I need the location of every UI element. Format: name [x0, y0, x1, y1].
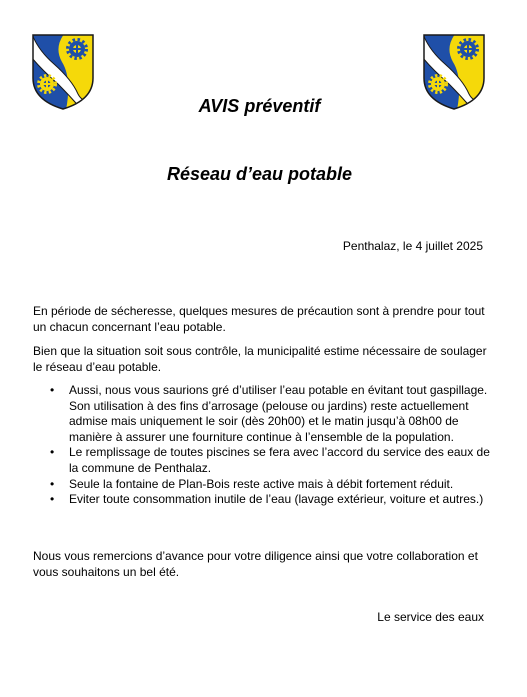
list-item-text: Le remplissage de toutes piscines se fera avec l’accord du service des eaux de la commune de Penthalaz. [69, 445, 490, 475]
bullet-marker: • [50, 383, 55, 397]
list-item-text: Eviter toute consommation inutile de l’eau (lavage extérieur, voiture et autres.) [69, 492, 484, 507]
intro-paragraph: En période de sécheresse, quelques mesures de précaution sont à prendre pour tout un chacun concernant l’eau potable. [33, 304, 485, 334]
list-item [33, 492, 493, 508]
list-item [33, 383, 493, 445]
notice-title: AVIS préventif [198, 96, 321, 116]
notice-subtitle: Réseau d’eau potable [166, 164, 353, 184]
closing-paragraph: Nous vous remercions d’avance pour votre diligence ainsi que votre collaboration et vous souhaitons un bel été. [33, 549, 478, 579]
list-item [33, 477, 493, 493]
measures-list [33, 383, 493, 508]
bullet-marker: • [50, 492, 55, 507]
list-item-text: Aussi, nous vous saurions gré d’utiliser l’eau potable en évitant tout gaspillage. Son utilisation à des fins d’arrosage (pelouse ou jardins) reste actuellement admise mais uniquement le soir (dès 20h00) et le matin jusqu’à 08h00 de manière à assurer une fourniture continue à l’ensemble de la population. [69, 383, 488, 444]
list-item [33, 445, 493, 476]
context-paragraph: Bien que la situation soit sous contrôle, la municipalité estime nécessaire de soulager le réseau d’eau potable. [33, 344, 487, 374]
place-and-date: Penthalaz, le 4 juillet 2025 [342, 239, 483, 253]
bullet-marker: • [50, 476, 55, 491]
list-item-text: Seule la fontaine de Plan-Bois reste active mais à débit fortement réduit. [69, 476, 454, 491]
bullet-marker: • [50, 445, 55, 460]
signature: Le service des eaux [377, 610, 484, 624]
